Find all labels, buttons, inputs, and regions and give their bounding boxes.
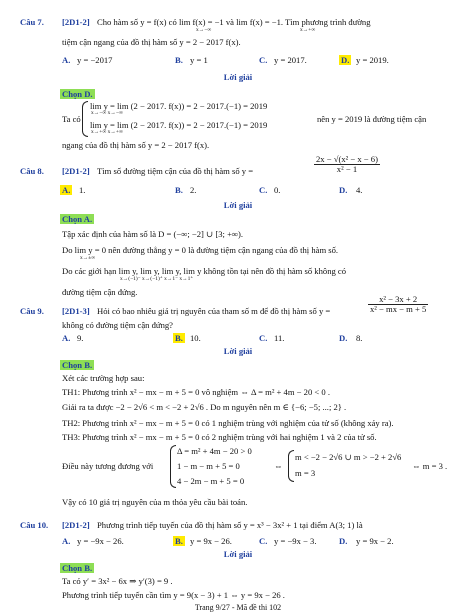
q10-answer-badge: Chọn B. xyxy=(62,563,93,573)
q8-opt-a: 1. xyxy=(79,185,86,195)
q7-opt-a-letter: A. xyxy=(62,55,71,65)
q7-opt-d: y = 2019. xyxy=(356,55,389,65)
q8-line3: Do các giới hạn lim y, lim y, lim y, lim y không tồn tại nên đồ thị hàm số không có xyxy=(62,266,347,276)
q9-fraction xyxy=(368,295,428,313)
q8-frac-den: x² − 1 xyxy=(336,163,358,174)
q8-line3-sub: x→(−1)⁻ x→(−1)⁺ x→1⁻ x→1⁺ xyxy=(120,276,194,282)
q9-opt-b: 10. xyxy=(190,333,201,343)
q9-condition-2: 1 − m − m + 5 = 0 xyxy=(177,461,240,471)
q7-opt-c: y = 2017. xyxy=(274,55,307,65)
q9-result-1: m < −2 − 2√6 ∪ m > −2 + 2√6 xyxy=(295,452,402,462)
q7-question-line2: tiệm cận ngang của đồ thị hàm số y = 2 − 2017 f(x). xyxy=(62,37,241,47)
q7-opt-b-letter: B. xyxy=(175,55,183,65)
q9-frac-den: x² − mx − m + 5 xyxy=(370,303,427,314)
q10-label: Câu 10. xyxy=(20,520,49,530)
q9-condition-brace xyxy=(170,445,176,488)
q9-question: Hỏi có bao nhiêu giá trị nguyên của tham số m để đồ thị hàm số y = xyxy=(97,306,331,316)
q8-answer-badge: Chọn A. xyxy=(62,214,93,224)
q7-label: Câu 7. xyxy=(20,17,44,27)
q7-opt-d-letter: D. xyxy=(341,55,350,65)
q7-tag: [2D1-2] xyxy=(62,17,90,27)
q9-opt-a: 9. xyxy=(77,333,84,343)
q9-opt-c-letter: C. xyxy=(259,333,268,343)
q10-opt-d: y = 9x − 2. xyxy=(356,536,394,546)
q7-system-line2: lim y = lim (2 − 2017. f(x)) = 2 − 2017.(−1) = 2019 xyxy=(90,120,268,130)
q8-label: Câu 8. xyxy=(20,166,44,176)
q7-system-sub1: x→−∞ x→−∞ xyxy=(91,110,123,116)
q9-opt-d-letter: D. xyxy=(339,333,348,343)
q8-line2-sub: x→±∞ xyxy=(80,255,96,261)
q9-line4: TH2: Phương trình x² − mx − m + 5 = 0 có 1 nghiệm trùng với nghiệm của tử số (không xảy ra). xyxy=(62,418,394,428)
q8-opt-d-letter: D. xyxy=(339,185,348,195)
q7-system-brace xyxy=(82,101,88,137)
q8-opt-c: 0. xyxy=(274,185,281,195)
q8-solution-heading: Lời giải xyxy=(223,200,253,210)
q7-solution-heading: Lời giải xyxy=(223,72,253,82)
q9-line1: Xét các trường hợp sau: xyxy=(62,373,145,383)
q9-result-2: m = 3 xyxy=(295,468,316,478)
q9-condition-3: 4 − 2m − m + 5 = 0 xyxy=(177,476,245,486)
q10-opt-c: y = −9x − 3. xyxy=(274,536,317,546)
q10-line1: Ta có y′ = 3x² − 6x ⇒ y′(3) = 9 . xyxy=(62,576,173,586)
q8-opt-c-letter: C. xyxy=(259,185,268,195)
q9-line6: Vậy có 10 giá trị nguyên của m thỏa yêu cầu bài toán. xyxy=(62,497,248,507)
q9-label: Câu 9. xyxy=(20,306,44,316)
q8-frac-num: 2x − √(x² − x − 6) xyxy=(316,154,378,164)
q7-opt-c-letter: C. xyxy=(259,55,268,65)
q9-line5: TH3: Phương trình x² − mx − m + 5 = 0 có 2 nghiệm trùng với hai nghiệm 1 và 2 của tử số. xyxy=(62,432,377,442)
q7-sub-a: x→−∞ xyxy=(196,27,212,33)
q7-opt-a: y = −2017 xyxy=(77,55,113,65)
q9-question-line2: không có đường tiệm cận đứng? xyxy=(62,320,173,330)
q9-result-final: ⇔ m = 3 . xyxy=(412,461,448,471)
q10-opt-b-letter: B. xyxy=(175,536,183,546)
q9-result-brace xyxy=(288,450,294,482)
q10-opt-a: y = −9x − 26. xyxy=(77,536,124,546)
q9-condition-1: Δ = m² + 4m − 20 > 0 xyxy=(177,446,252,456)
q9-line2: TH1: Phương trình x² − mx − m + 5 = 0 vô nghiệm ⇔ Δ = m² + 4m − 20 < 0 . xyxy=(62,387,331,397)
q8-opt-b: 2. xyxy=(190,185,197,195)
page-footer: Trang 9/27 - Mã đề thi 102 xyxy=(194,603,282,612)
q7-system-sub2: x→+∞ x→+∞ xyxy=(91,129,123,135)
q9-solution-heading: Lời giải xyxy=(223,346,253,356)
q8-opt-a-letter: A. xyxy=(62,185,71,195)
q10-solution-heading: Lời giải xyxy=(223,549,253,559)
q9-opt-c: 11. xyxy=(274,333,285,343)
q10-opt-b: y = 9x − 26. xyxy=(190,536,232,546)
q8-opt-d: 4. xyxy=(356,185,363,195)
q8-line1: Tập xác định của hàm số là D = (−∞; −2] ∪ [3; +∞). xyxy=(62,229,244,239)
q7-conclusion: nên y = 2019 là đường tiệm cận xyxy=(317,114,427,124)
q8-tag: [2D1-2] xyxy=(62,166,90,176)
q7-taco: Ta có xyxy=(62,114,81,124)
q10-question: Phương trình tiếp tuyến của đồ thị hàm số y = x³ − 3x² + 1 tại điểm A(3; 1) là xyxy=(97,520,363,530)
q7-conclusion-line2: ngang của đồ thị hàm số y = 2 − 2017 f(x). xyxy=(62,140,210,150)
q7-sub-b: x→+∞ xyxy=(300,27,316,33)
q9-frac-num: x² − 3x + 2 xyxy=(368,295,428,305)
q9-tag: [2D1-3] xyxy=(62,306,90,316)
q7-opt-b: y = 1 xyxy=(190,55,208,65)
q9-condition-label: Điều này tương đương với xyxy=(62,461,154,471)
q9-answer-badge: Chọn B. xyxy=(62,360,93,370)
q10-opt-c-letter: C. xyxy=(259,536,268,546)
q10-line2: Phương trình tiếp tuyến cần tìm y = 9(x − 3) + 1 ⇔ y = 9x − 26 . xyxy=(62,590,285,600)
q7-answer-badge: Chọn D. xyxy=(62,89,93,99)
q9-equiv-1: ⇔ xyxy=(274,461,283,471)
q9-opt-d: 8. xyxy=(356,333,363,343)
q8-question: Tìm số đường tiệm cận của đồ thị hàm số y = xyxy=(97,166,254,176)
q8-fraction xyxy=(314,155,380,173)
q7-question-line1: Cho hàm số y = f(x) có lim f(x) = −1 và lim f(x) = −1. Tìm phương trình đường xyxy=(97,17,371,27)
q10-tag: [2D1-2] xyxy=(62,520,90,530)
q9-opt-a-letter: A. xyxy=(62,333,71,343)
q7-system-line1: lim y = lim (2 − 2017. f(x)) = 2 − 2017.(−1) = 2019 xyxy=(90,101,268,111)
q8-line4: đường tiệm cận đứng. xyxy=(62,287,138,297)
q10-opt-a-letter: A. xyxy=(62,536,71,546)
q10-opt-d-letter: D. xyxy=(339,536,348,546)
q8-line2: Do lim y = 0 nên đường thẳng y = 0 là đường tiệm cận ngang của đồ thị hàm số. xyxy=(62,245,339,255)
q8-opt-b-letter: B. xyxy=(175,185,183,195)
q9-opt-b-letter: B. xyxy=(175,333,183,343)
q9-line3: Giải ra ta được −2 − 2√6 < m < −2 + 2√6 . Do m nguyên nên m ∈ {−6; −5; ...; 2} . xyxy=(62,402,347,412)
